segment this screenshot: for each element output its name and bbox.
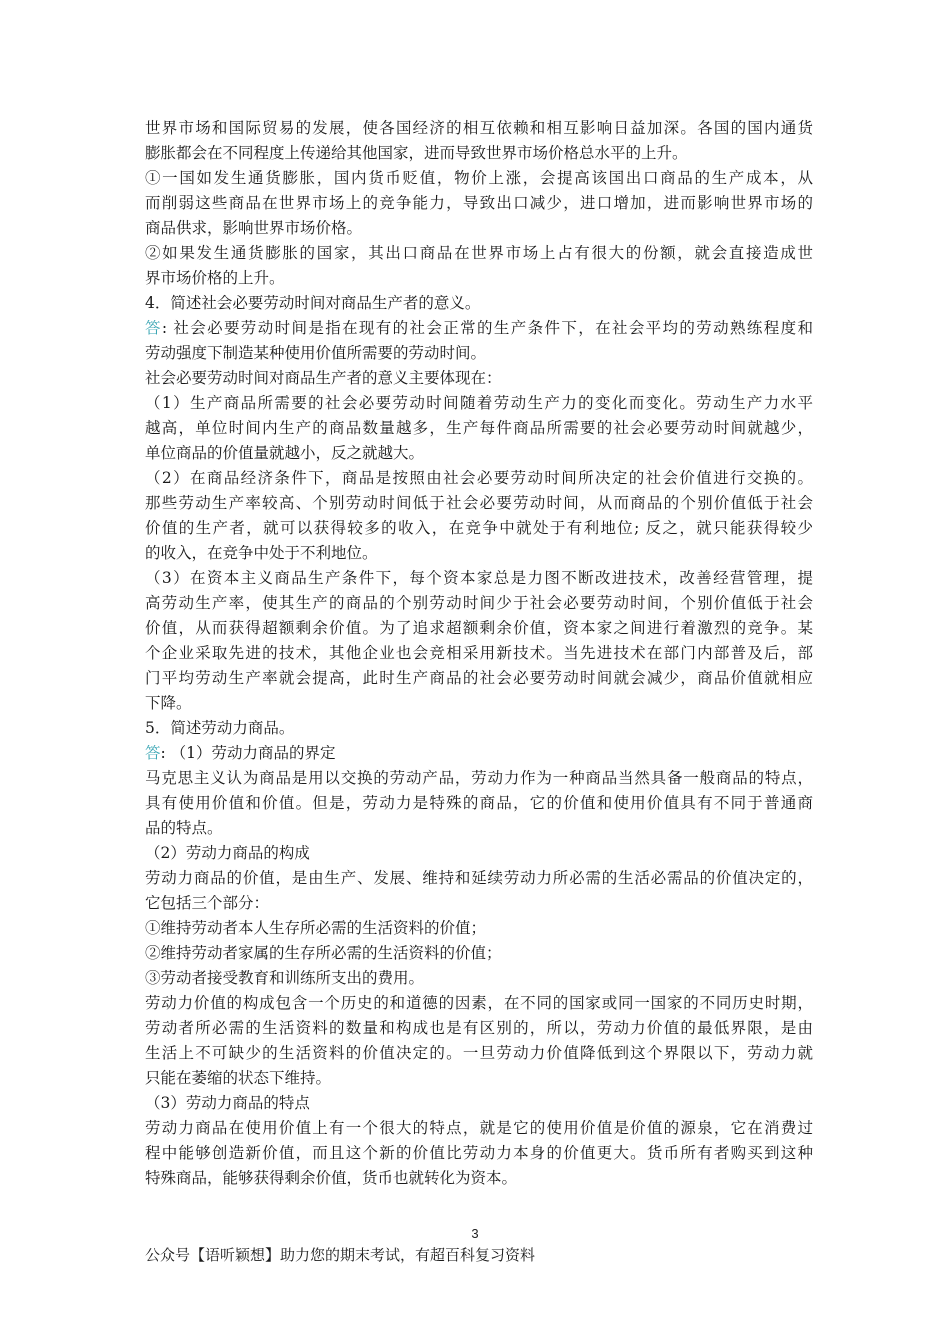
line-text: ②如果发生通货膨胀的国家，其出口商品在世界市场上占有很大的份额，就会直接造成世 — [145, 244, 813, 262]
text-line — [145, 1141, 813, 1166]
line-text: 门平均劳动生产率就会提高，此时生产商品的社会必要劳动时间就会减少，商品价值就相应 — [145, 669, 813, 687]
document-body — [145, 116, 813, 1191]
text-line — [145, 166, 813, 191]
line-text: （2）在商品经济条件下，商品是按照由社会必要劳动时间所决定的社会价值进行交换的。 — [145, 469, 813, 487]
line-text: 个企业采取先进的技术，其他企业也会竞相采用新技术。当先进技术在部门内部普及后，部 — [145, 644, 813, 662]
line-text: 劳动力商品的价值，是由生产、发展、维持和延续劳动力所必需的生活必需品的价值决定的， — [145, 869, 813, 887]
text-line — [145, 341, 813, 366]
text-line — [145, 441, 813, 466]
line-text: 社会必要劳动时间对商品生产者的意义主要体现在： — [145, 369, 502, 387]
line-text: 单位商品的价值量就越小，反之就越大。 — [145, 444, 425, 462]
line-text: 世界市场和国际贸易的发展，使各国经济的相互依赖和相互影响日益加深。各国的国内通货 — [145, 119, 813, 137]
line-text: 界市场价格的上升。 — [145, 269, 285, 287]
line-text: 商品供求，影响世界市场价格。 — [145, 219, 363, 237]
line-text: ③劳动者接受教育和训练所支出的费用。 — [145, 969, 425, 987]
line-text: 劳动力商品在使用价值上有一个很大的特点，就是它的使用价值是价值的源泉，它在消费过 — [145, 1119, 813, 1137]
line-text: 5．简述劳动力商品。 — [145, 719, 295, 737]
text-line — [145, 416, 813, 441]
answer-label: 答 — [145, 744, 161, 762]
line-text: ①一国如发生通货膨胀，国内货币贬值，物价上涨，会提高该国出口商品的生产成本，从 — [145, 169, 813, 187]
line-text: ②维持劳动者家属的生存所必需的生活资料的价值； — [145, 944, 502, 962]
text-line — [145, 966, 813, 991]
text-line — [145, 541, 813, 566]
line-text: （3）劳动力商品的特点 — [145, 1094, 310, 1112]
text-line — [145, 391, 813, 416]
line-text: 而削弱这些商品在世界市场上的竞争能力，导致出口减少，进口增加，进而影响世界市场的 — [145, 194, 813, 212]
text-line — [145, 291, 813, 316]
text-line — [145, 1016, 813, 1041]
text-line — [145, 266, 813, 291]
line-text: 它包括三个部分： — [145, 894, 270, 912]
text-line — [145, 816, 813, 841]
line-text: （1）生产商品所需要的社会必要劳动时间随着劳动生产力的变化而变化。劳动生产力水平 — [145, 394, 813, 412]
line-text: （2）劳动力商品的构成 — [145, 844, 310, 862]
line-text: 程中能够创造新价值，而且这个新的价值比劳动力本身的价值更大。货币所有者购买到这种 — [145, 1144, 813, 1162]
line-text: 的收入，在竞争中处于不利地位。 — [145, 544, 378, 562]
line-text: 那些劳动生产率较高、个别劳动时间低于社会必要劳动时间，从而商品的个别价值低于社会 — [145, 494, 813, 512]
text-line — [145, 916, 813, 941]
text-line — [145, 241, 813, 266]
line-text: 膨胀都会在不同程度上传递给其他国家，进而导致世界市场价格总水平的上升。 — [145, 144, 688, 162]
text-line — [145, 141, 813, 166]
text-line — [145, 1041, 813, 1066]
text-line — [145, 766, 813, 791]
text-line — [145, 616, 813, 641]
line-text: 高劳动生产率，使其生产的商品的个别劳动时间少于社会必要劳动时间，个别价值低于社会 — [145, 594, 813, 612]
line-text: 下降。 — [145, 694, 192, 712]
text-line — [145, 216, 813, 241]
text-line — [145, 1166, 813, 1191]
footer-note: 公众号【语听颖想】助力您的期末考试，有超百科复习资料 — [145, 1246, 536, 1264]
line-text: 劳动者所必需的生活资料的数量和构成也是有区别的，所以，劳动力价值的最低界限，是由 — [145, 1019, 813, 1037]
line-text: 劳动力价值的构成包含一个历史的和道德的因素，在不同的国家或同一国家的不同历史时期， — [145, 994, 813, 1012]
text-line — [145, 191, 813, 216]
text-line — [145, 641, 813, 666]
text-line — [145, 1116, 813, 1141]
line-text: 越高，单位时间内生产的商品数量越多，生产每件商品所需要的社会必要劳动时间就越少， — [145, 419, 813, 437]
line-text: 生活上不可缺少的生活资料的价值决定的。一旦劳动力价值降低到这个界限以下，劳动力就 — [145, 1044, 813, 1062]
text-line — [145, 491, 813, 516]
text-line — [145, 466, 813, 491]
line-text: : （1）劳动力商品的界定 — [160, 744, 336, 762]
line-text: 只能在萎缩的状态下维持。 — [145, 1069, 332, 1087]
text-line — [145, 941, 813, 966]
text-line — [145, 566, 813, 591]
text-line — [145, 1066, 813, 1091]
answer-label: 答 — [145, 319, 162, 337]
text-line — [145, 366, 813, 391]
page-number: 3 — [471, 1226, 479, 1241]
text-line — [145, 591, 813, 616]
text-line — [145, 1091, 813, 1116]
text-line — [145, 116, 813, 141]
text-line — [145, 841, 813, 866]
text-line — [145, 691, 813, 716]
text-line — [145, 891, 813, 916]
line-text: （3）在资本主义商品生产条件下，每个资本家总是力图不断改进技术，改善经营管理，提 — [145, 569, 813, 587]
line-text: 劳动强度下制造某种使用价值所需要的劳动时间。 — [145, 344, 487, 362]
line-text: 4．简述社会必要劳动时间对商品生产者的意义。 — [145, 294, 481, 312]
text-line — [145, 741, 813, 766]
line-text: : 社会必要劳动时间是指在现有的社会正常的生产条件下，在社会平均的劳动熟练程度和 — [161, 319, 813, 337]
line-text: 特殊商品，能够获得剩余价值，货币也就转化为资本。 — [145, 1169, 518, 1187]
text-line — [145, 316, 813, 341]
line-text: 价值的生产者，就可以获得较多的收入，在竞争中就处于有利地位; 反之，就只能获得较少 — [145, 519, 813, 537]
text-line — [145, 791, 813, 816]
line-text: 品的特点。 — [145, 819, 223, 837]
line-text: 具有使用价值和价值。但是，劳动力是特殊的商品，它的价值和使用价值具有不同于普通商 — [145, 794, 813, 812]
text-line — [145, 866, 813, 891]
line-text: ①维持劳动者本人生存所必需的生活资料的价值； — [145, 919, 487, 937]
line-text: 价值，从而获得超额剩余价值。为了追求超额剩余价值，资本家之间进行着激烈的竞争。某 — [145, 619, 813, 637]
text-line — [145, 516, 813, 541]
line-text: 马克思主义认为商品是用以交换的劳动产品，劳动力作为一种商品当然具备一般商品的特点， — [145, 769, 813, 787]
text-line — [145, 991, 813, 1016]
text-line — [145, 666, 813, 691]
text-line — [145, 716, 813, 741]
